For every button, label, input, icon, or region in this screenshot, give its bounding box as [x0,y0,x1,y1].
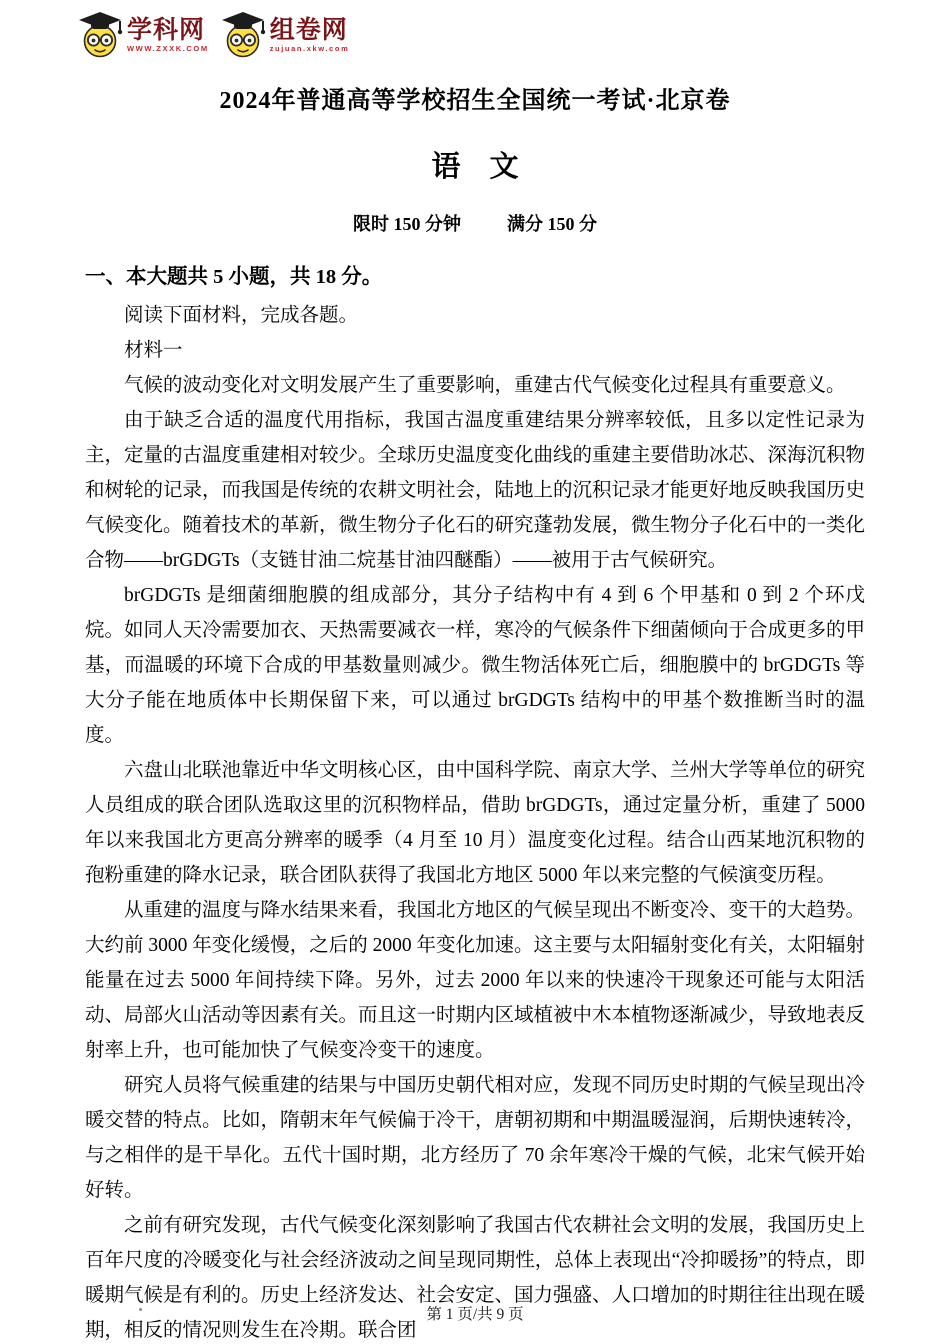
graduate-owl-icon [221,11,267,59]
section-1-heading: 一、本大题共 5 小题，共 18 分。 [85,266,383,289]
page-footer [0,1302,950,1324]
subject-title: 语 文 [431,151,519,183]
graduate-owl-icon [78,11,124,59]
material-paragraph-7: 之前有研究发现，古代气候变化深刻影响了我国古代农耕社会文明的发展，我国历史上百年尺度的冷暖变化与社会经济波动之间呈现同期性，总体上表现出“冷抑暖扬”的特点，即暖期气候是有利的。历史上经济发达、社会安定、国力强盛、人口增加的时期往往出现在暖期，相反的情况则发生在冷期。联合团 [85,1214,866,1341]
time-limit: 限时 150 分钟 [353,213,461,234]
reading-instruction: 阅读下面材料，完成各题。 [124,304,359,326]
material-paragraph-4: 六盘山北联池靠近中华文明核心区，由中国科学院、南京大学、兰州大学等单位的研究人员组成的联合团队选取这里的沉积物样品，借助 brGDGTs，通过定量分析，重建了 5000 年以来我国北方更高分辨率的暖季（4 月至 10 月）温度变化过程。结合山西某地沉积物的孢粉重建的降水记录，联合团队获得了我国北方地区 5000 年以来完整的气候演变历程。 [85,759,866,886]
logo-xuekewang [78,11,209,59]
material-paragraph-6: 研究人员将气候重建的结果与中国历史朝代相对应，发现不同历史时期的气候呈现出冷暖交替的特点。比如，隋朝末年气候偏于冷干，唐朝初期和中期温暖湿润，后期快速转冷，与之相伴的是干旱化。五代十国时期，北方经历了 70 余年寒冷干燥的气候，北宋气候开始好转。 [85,1074,866,1201]
full-score: 满分 150 分 [507,213,597,234]
logo-zujuanwang-url: zujuan.xkw.com [269,43,350,53]
logo-zujuanwang [221,11,350,59]
page-number: 第 1 页/共 9 页 [426,1306,524,1323]
logo-zujuanwang-name: 组卷网 [269,15,348,44]
exam-title: 2024年普通高等学校招生全国统一考试·北京卷 [219,88,731,114]
material-label: 材料一 [124,339,183,361]
logo-header [78,11,349,59]
material-paragraph-1: 气候的波动变化对文明发展产生了重要影响，重建古代气候变化过程具有重要意义。 [124,374,846,396]
exam-body [85,263,865,1344]
logo-xuekewang-url: WWW.ZXXK.COM [127,43,209,53]
logo-xuekewang-name: 学科网 [127,15,206,44]
exam-limits [0,213,950,236]
material-paragraph-2: 由于缺乏合适的温度代用指标，我国古温度重建结果分辨率较低，且多以定性记录为主，定量的古温度重建相对较少。全球历史温度变化曲线的重建主要借助冰芯、深海沉积物和树轮的记录，而我国是传统的农耕文明社会，陆地上的沉积记录才能更好地反映我国历史气候变化。随着技术的革新，微生物分子化石的研究蓬勃发展，微生物分子化石中的一类化合物——brGDGTs（支链甘油二烷基甘油四醚酯）——被用于古气候研究。 [85,409,866,571]
material-paragraph-5: 从重建的温度与降水结果来看，我国北方地区的气候呈现出不断变冷、变干的大趋势。大约前 3000 年变化缓慢，之后的 2000 年变化加速。这主要与太阳辐射变化有关，太阳辐射能量在过去 5000 年间持续下降。另外，过去 2000 年以来的快速冷干现象还可能与太阳活动、局部火山活动等因素有关。而且这一时期内区域植被中木本植物逐渐减少，导致地表反射率上升，也可能加快了气候变冷变干的速度。 [85,899,866,1061]
material-paragraph-3: brGDGTs 是细菌细胞膜的组成部分，其分子结构中有 4 到 6 个甲基和 0 到 2 个环戊烷。如同人天冷需要加衣、天热需要减衣一样，寒冷的气候条件下细菌倾向于合成更多的甲基，而温暖的环境下合成的甲基数量则减少。微生物活体死亡后，细胞膜中的 brGDGTs 等大分子能在地质体中长期保留下来，可以通过 brGDGTs 结构中的甲基个数推断当时的温度。 [85,584,866,746]
